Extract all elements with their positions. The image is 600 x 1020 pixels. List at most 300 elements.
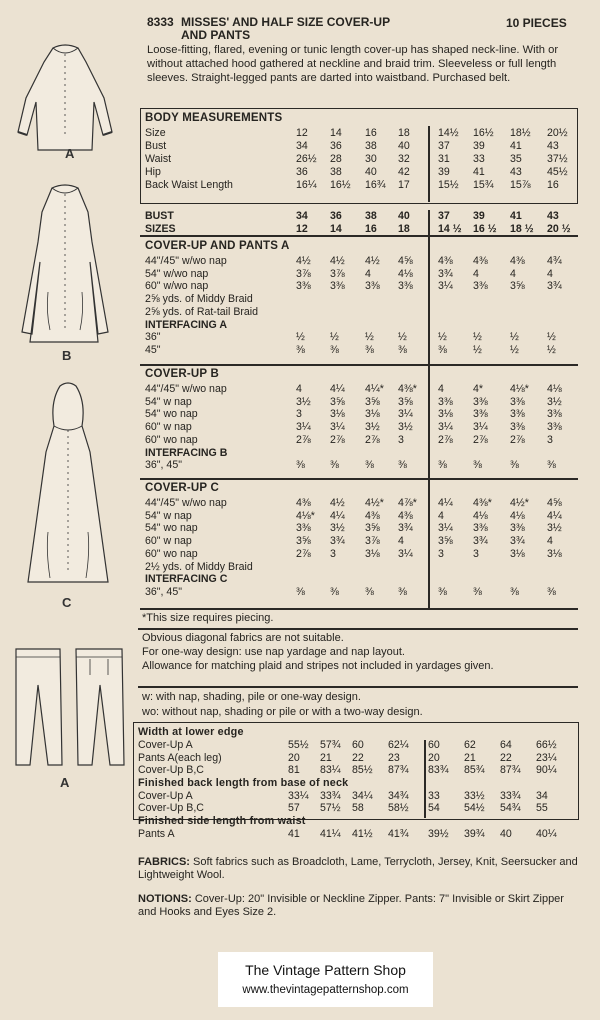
row-value: 3 (438, 547, 444, 560)
row-value: 34 (536, 789, 548, 802)
row-value: 3½ (296, 395, 311, 408)
row-value: 14 (330, 127, 342, 139)
row-value: 23¼ (536, 751, 557, 764)
finished-group-title: Finished back length from base of neck (138, 776, 349, 789)
row-value: 4⅜* (473, 497, 492, 509)
row-value: 3⅝ (365, 522, 380, 535)
row-value: 3⅝ (398, 395, 413, 408)
row-label: INTERFACING C (145, 573, 228, 586)
row-value: ½ (296, 331, 305, 344)
row-value: 3¼ (330, 421, 345, 434)
figure-c-label: C (62, 595, 72, 610)
row-value: 17 (398, 179, 410, 191)
row-label: INTERFACING A (145, 318, 228, 331)
row-value: 3⅜ (547, 408, 562, 421)
row-value: 4⅜ (510, 255, 525, 267)
row-value: 4 (510, 267, 516, 280)
row-value: 90¼ (536, 764, 557, 776)
row-value: 38 (365, 210, 377, 222)
row-value: ⅜ (547, 585, 556, 598)
cover-up-a-back-illustration (8, 40, 123, 160)
row-value: 4⅝ (398, 255, 413, 267)
row-value: 4 (296, 383, 302, 395)
row-value: 4⅛ (473, 509, 488, 522)
row-value: 2⅞ (365, 433, 380, 446)
row-value: 3⅝ (510, 280, 525, 293)
row-value: 57 (288, 802, 300, 814)
row-label: SIZES (145, 223, 176, 235)
row-value: ⅜ (296, 459, 305, 472)
row-value: 2⅞ (330, 433, 345, 446)
row-value: 18 (398, 127, 410, 139)
pants-a-illustration (10, 645, 130, 770)
row-value: 4¼ (438, 497, 453, 509)
row-value: 3½ (365, 421, 380, 434)
row-value: 31 (438, 153, 450, 165)
row-value: 66½ (536, 739, 557, 751)
row-value: 3¾ (398, 522, 413, 535)
row-value: 16½ (473, 127, 494, 139)
row-value: 4 (473, 267, 479, 280)
row-value: 3⅜ (473, 395, 488, 408)
row-value: 42 (398, 166, 410, 178)
row-value: 3⅜ (330, 280, 345, 293)
finished-group-title: Width at lower edge (138, 726, 244, 738)
row-value: 3¼ (438, 522, 453, 535)
row-value: 38 (330, 166, 342, 178)
row-value: ⅜ (510, 585, 519, 598)
row-value: 3½ (547, 522, 562, 535)
row-value: 3⅜ (398, 280, 413, 293)
row-value: 33 (428, 789, 440, 802)
row-value: 30 (365, 153, 377, 165)
row-value: 16¼ (296, 179, 317, 191)
row-value: 14½ (438, 127, 459, 139)
pattern-description: Loose-fitting, flared, evening or tunic length cover-up has shaped neck-line. With or without attached hood gathered at neckline and braid trim. Sleeveless or full length sleeves. Straight-legged pants are darted into waistband. Purchased belt. (147, 44, 559, 84)
row-value: ½ (473, 343, 482, 356)
row-value: 83¼ (320, 764, 341, 776)
row-value: ⅜ (438, 459, 447, 472)
shop-name: The Vintage Pattern Shop (245, 962, 406, 978)
row-value: 4½ (330, 255, 345, 267)
pieces-count: 10 PIECES (506, 16, 567, 30)
row-value: 3⅛ (438, 408, 453, 421)
row-value: 33 (473, 153, 485, 165)
row-value: 3¾ (510, 535, 525, 548)
row-label: 44"/45" w/wo nap (145, 255, 227, 267)
row-label: 44"/45" w/wo nap (145, 497, 227, 509)
row-value: 83¾ (428, 764, 449, 776)
row-value: 36 (330, 210, 342, 222)
row-value: ⅜ (330, 585, 339, 598)
row-label: 36", 45" (145, 459, 182, 472)
row-value: 54 (428, 802, 440, 814)
row-label: Size (145, 127, 166, 139)
row-value: 18½ (510, 127, 531, 139)
row-value: 3⅛ (510, 547, 525, 560)
row-value: 15⅞ (510, 179, 531, 191)
piecing-footnote: *This size requires piecing. (142, 612, 274, 624)
row-label: Cover-Up A (138, 789, 193, 802)
row-label: 60" w nap (145, 535, 192, 548)
row-label: INTERFACING B (145, 446, 228, 459)
row-value: 14 (330, 223, 342, 235)
row-value: 41 (510, 210, 522, 222)
row-value: 4½ (296, 255, 311, 267)
row-label: 54" wo nap (145, 408, 198, 421)
row-value: 4⅛ (510, 509, 525, 522)
row-value: ⅜ (330, 459, 339, 472)
row-value: 2⅞ (296, 547, 311, 560)
row-label: 36" (145, 331, 161, 344)
row-value: 16¾ (365, 179, 386, 191)
row-value: 4½* (365, 497, 384, 509)
row-value: 12 (296, 223, 308, 235)
row-label: 2⅝ yds. of Rat-tail Braid (145, 305, 259, 318)
fabrics-text: Soft fabrics such as Broadcloth, Lame, Terrycloth, Jersey, Knit, Seersucker and Lightweight Wool. (138, 856, 578, 881)
row-value: 87¾ (388, 764, 409, 776)
row-value: 4½ (330, 497, 345, 509)
row-value: 3¼ (398, 547, 413, 560)
row-label: Waist (145, 153, 172, 165)
row-value: 40¼ (536, 827, 557, 840)
finished-group-title: Finished side length from waist (138, 814, 306, 827)
note-diagonal: Obvious diagonal fabrics are not suitable. (142, 632, 344, 644)
row-label: 44"/45" w/wo nap (145, 383, 227, 395)
row-value: 4⅜* (398, 383, 417, 395)
row-value: 36 (296, 166, 308, 178)
row-value: 3¼ (398, 408, 413, 421)
row-value: ⅜ (398, 585, 407, 598)
row-value: 28 (330, 153, 342, 165)
row-label: Hip (145, 166, 161, 178)
row-value: 38 (365, 140, 377, 152)
row-value: 64 (500, 739, 512, 751)
row-value: 39 (473, 140, 485, 152)
row-value: 15¾ (473, 179, 494, 191)
row-value: 41¾ (388, 827, 409, 840)
row-value: 40 (500, 827, 512, 840)
row-value: 3½ (547, 395, 562, 408)
row-value: 4 (365, 267, 371, 280)
notions-note (138, 893, 578, 919)
row-value: 57½ (320, 802, 341, 814)
row-value: 34 (296, 140, 308, 152)
row-value: 4⅜ (398, 509, 413, 522)
row-value: 20 ½ (547, 223, 571, 235)
row-value: 3⅜ (473, 280, 488, 293)
row-value: 3⅝ (330, 395, 345, 408)
row-value: 41¼ (320, 827, 341, 840)
row-value: 54¾ (500, 802, 521, 814)
row-value: 40 (365, 166, 377, 178)
row-value: 39¾ (464, 827, 485, 840)
row-value: ⅜ (547, 459, 556, 472)
row-value: ⅜ (473, 585, 482, 598)
row-value: 55½ (288, 739, 309, 751)
row-value: 23 (388, 751, 400, 764)
row-value: 37½ (547, 153, 568, 165)
row-label: Pants A(each leg) (138, 751, 222, 764)
row-value: 4⅜ (296, 497, 311, 509)
row-value: ⅜ (365, 343, 374, 356)
yardage-section-title: COVER-UP B (145, 368, 219, 380)
row-value: 3⅞ (330, 267, 345, 280)
row-label: 54" w nap (145, 509, 192, 522)
row-value: 3⅜ (438, 395, 453, 408)
row-value: 3 (547, 433, 553, 446)
row-value: 3¾ (473, 535, 488, 548)
row-value: 3⅜ (547, 421, 562, 434)
figure-b-label: B (62, 348, 72, 363)
row-value: 3¾ (438, 267, 453, 280)
row-value: ⅜ (365, 585, 374, 598)
row-value: 4⅜ (365, 509, 380, 522)
row-value: 39½ (428, 827, 449, 840)
row-value: 3⅛ (365, 408, 380, 421)
row-value: 4 (438, 509, 444, 522)
row-value: 60 (352, 739, 364, 751)
row-value: 58½ (388, 802, 409, 814)
row-label: Cover-Up B,C (138, 764, 204, 776)
row-value: 3⅝ (438, 535, 453, 548)
row-label: 60" wo nap (145, 433, 198, 446)
figure-a-label: A (65, 146, 75, 161)
figure-pants-label: A (60, 775, 70, 790)
row-value: ⅜ (330, 343, 339, 356)
row-value: 21 (320, 751, 332, 764)
note-w-definition: w: with nap, shading, pile or one-way design. (142, 691, 361, 703)
row-value: 62¼ (388, 739, 409, 751)
row-value: 33¼ (288, 789, 309, 802)
row-value: ½ (510, 343, 519, 356)
row-value: 4 (438, 383, 444, 395)
fabrics-label: FABRICS: (138, 856, 190, 868)
row-value: 3⅜ (296, 522, 311, 535)
row-value: ⅜ (296, 343, 305, 356)
row-value: 3¼ (473, 421, 488, 434)
row-label: 2⅝ yds. of Middy Braid (145, 293, 253, 306)
row-value: ⅜ (365, 459, 374, 472)
row-value: 18 ½ (510, 223, 534, 235)
row-value: 22 (500, 751, 512, 764)
row-value: 16 ½ (473, 223, 497, 235)
row-label: 54" w/wo nap (145, 267, 209, 280)
row-value: ½ (330, 331, 339, 344)
row-value: 85¾ (464, 764, 485, 776)
row-value: 3⅛ (365, 547, 380, 560)
row-value: 43 (510, 166, 522, 178)
row-value: 16 (547, 179, 559, 191)
row-value: 2⅞ (510, 433, 525, 446)
row-value: ½ (547, 343, 556, 356)
row-label: Back Waist Length (145, 179, 233, 191)
row-value: 33¾ (500, 789, 521, 802)
row-value: 4⅛* (510, 383, 529, 395)
row-value: 3⅝ (365, 395, 380, 408)
row-value: 36 (330, 140, 342, 152)
note-plaid: Allowance for matching plaid and stripes not included in yardages given. (142, 660, 494, 672)
notions-label: NOTIONS: (138, 893, 192, 905)
row-value: 39 (473, 210, 485, 222)
row-value: 3 (398, 433, 404, 446)
row-value: 4* (473, 383, 484, 395)
row-value: 45½ (547, 166, 568, 178)
row-value: ⅜ (510, 459, 519, 472)
row-value: 16 (365, 223, 377, 235)
row-value: 41½ (352, 827, 373, 840)
row-value: 87¾ (500, 764, 521, 776)
row-value: 3¾ (330, 535, 345, 548)
row-value: 3⅛ (330, 408, 345, 421)
row-value: 4⅛ (398, 267, 413, 280)
row-value: 3⅜ (510, 395, 525, 408)
row-value: 54½ (464, 802, 485, 814)
note-wo-definition: wo: without nap, shading or pile or with a two-way design. (142, 706, 423, 718)
title-line-1: MISSES' AND HALF SIZE COVER-UP (181, 15, 391, 29)
row-value: 4⅛* (296, 509, 315, 522)
row-value: 35 (510, 153, 522, 165)
row-value: ⅜ (438, 585, 447, 598)
row-label: 54" w nap (145, 395, 192, 408)
illustration-strip (0, 0, 135, 1020)
row-value: ⅜ (438, 343, 447, 356)
row-value: ½ (473, 331, 482, 344)
row-value: 41 (510, 140, 522, 152)
row-value: 16½ (330, 179, 351, 191)
row-value: ⅜ (398, 459, 407, 472)
row-label: Bust (145, 140, 167, 152)
row-value: 57¾ (320, 739, 341, 751)
row-value: 60 (428, 739, 440, 751)
row-value: 62 (464, 739, 476, 751)
section-rule-b (140, 364, 578, 366)
shop-url[interactable]: www.thevintagepatternshop.com (242, 984, 409, 996)
row-value: ½ (547, 331, 556, 344)
row-value: 37 (438, 210, 450, 222)
note-one-way: For one-way design: use nap yardage and nap layout. (142, 646, 405, 658)
row-value: 34 (296, 210, 308, 222)
row-value: 43 (547, 140, 559, 152)
cover-up-b-back-illustration (8, 182, 123, 352)
row-value: 20½ (547, 127, 568, 139)
row-label: 36", 45" (145, 585, 182, 598)
row-label: BUST (145, 210, 174, 222)
row-label: 60" w nap (145, 421, 192, 434)
row-value: 34¼ (352, 789, 373, 802)
row-value: 15½ (438, 179, 459, 191)
row-value: 55 (536, 802, 548, 814)
row-value: 58 (352, 802, 364, 814)
row-value: 20 (288, 751, 300, 764)
row-value: 4¼ (330, 383, 345, 395)
row-value: ½ (510, 331, 519, 344)
row-value: 3⅜ (510, 522, 525, 535)
row-value: 43 (547, 210, 559, 222)
row-value: 3 (296, 408, 302, 421)
row-value: 37 (438, 140, 450, 152)
row-label: 2½ yds. of Middy Braid (145, 560, 253, 573)
row-value: 26½ (296, 153, 317, 165)
row-value: 4⅜ (438, 255, 453, 267)
row-value: ½ (398, 331, 407, 344)
row-value: 3 (473, 547, 479, 560)
row-value: 3⅛ (547, 547, 562, 560)
row-value: 3⅜ (473, 522, 488, 535)
row-value: ½ (438, 331, 447, 344)
notes-mid-rule (138, 686, 578, 688)
row-value: ⅜ (398, 343, 407, 356)
row-value: 40 (398, 140, 410, 152)
row-value: 4¼ (547, 509, 562, 522)
row-value: 2⅞ (438, 433, 453, 446)
yardage-section-title: COVER-UP AND PANTS A (145, 240, 290, 252)
row-label: 45" (145, 343, 161, 356)
row-value: 4¾ (547, 255, 562, 267)
row-value: 3⅜ (365, 280, 380, 293)
row-value: ½ (365, 331, 374, 344)
row-label: Cover-Up B,C (138, 802, 204, 814)
fabrics-note (138, 856, 578, 882)
row-value: 14 ½ (438, 223, 462, 235)
notions-text: Cover-Up: 20" Invisible or Neckline Zipper. Pants: 7" Invisible or Skirt Zipper and Hooks and Eyes Size 2. (138, 893, 564, 918)
row-value: 4¼ (330, 509, 345, 522)
row-value: 4 (547, 267, 553, 280)
row-value: 85½ (352, 764, 373, 776)
yardage-section-title: COVER-UP C (145, 482, 219, 494)
pattern-number: 8333 (147, 15, 174, 29)
row-value: 41 (288, 827, 300, 840)
row-value: 33½ (464, 789, 485, 802)
row-value: 21 (464, 751, 476, 764)
title-line-2: AND PANTS (181, 28, 251, 42)
row-value: 3½ (398, 421, 413, 434)
row-value: 4⅛ (547, 383, 562, 395)
row-value: 4⅝ (547, 497, 562, 509)
row-value: 4 (547, 535, 553, 548)
row-value: 81 (288, 764, 300, 776)
pattern-title (147, 16, 390, 42)
row-value: 3½ (330, 522, 345, 535)
row-value: 40 (398, 210, 410, 222)
row-value: 3⅞ (296, 267, 311, 280)
row-value: 41 (473, 166, 485, 178)
row-value: ⅜ (296, 585, 305, 598)
row-value: 16 (365, 127, 377, 139)
row-value: 4⅞* (398, 497, 417, 509)
row-label: 60" w/wo nap (145, 280, 209, 293)
row-value: 20 (428, 751, 440, 764)
row-value: 3⅜ (473, 408, 488, 421)
row-value: 4⅜ (473, 255, 488, 267)
body-measurements-title: BODY MEASUREMENTS (145, 112, 283, 124)
row-value: 3⅜ (510, 408, 525, 421)
row-value: 12 (296, 127, 308, 139)
row-value: 4½* (510, 497, 529, 509)
row-value: 3⅝ (296, 535, 311, 548)
row-value: 3¼ (438, 280, 453, 293)
row-value: 3⅜ (510, 421, 525, 434)
row-label: Pants A (138, 827, 175, 840)
row-label: Cover-Up A (138, 739, 193, 751)
row-value: 3⅜ (296, 280, 311, 293)
row-value: 3 (330, 547, 336, 560)
row-value: 3¼ (438, 421, 453, 434)
row-value: 4 (398, 535, 404, 548)
row-value: 3¼ (296, 421, 311, 434)
row-value: 33¾ (320, 789, 341, 802)
section-rule-c (140, 478, 578, 480)
